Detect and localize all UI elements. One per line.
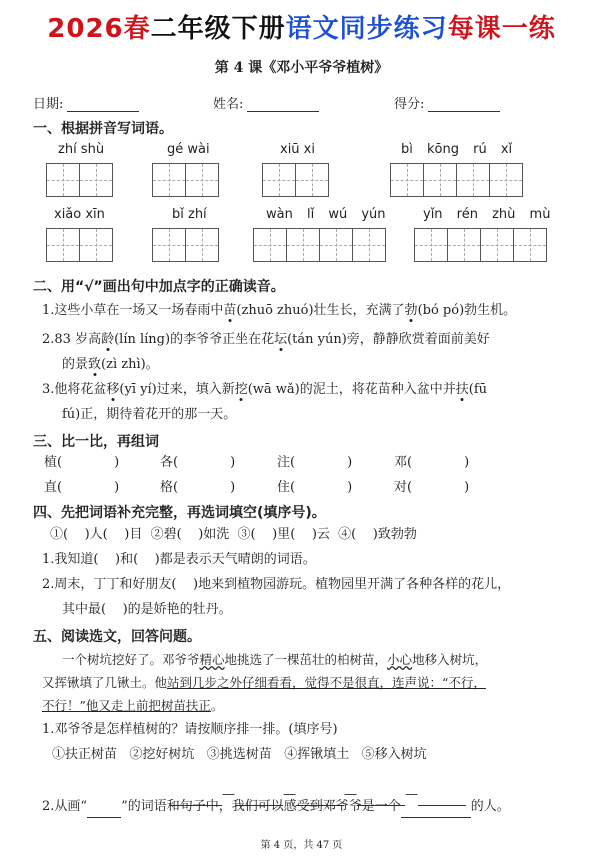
s4-question-2[interactable]: 2.周末，丁丁和好朋友( )地来到植物园游玩。植物园里开满了各种各样的花儿，	[42, 577, 511, 592]
character-blank[interactable]	[401, 805, 471, 818]
pinyin-4: bì kōng rú xǐ	[401, 142, 513, 157]
date-label: 日期:	[33, 97, 64, 112]
page-footer: 第 4 页，共 47 页	[260, 840, 343, 851]
score-blank[interactable]	[428, 97, 500, 112]
section-5-title: 五、阅读选文，回答问题。	[33, 629, 201, 645]
section-3-title: 三、比一比，再组词	[33, 434, 159, 450]
s2-question-2-cont: 的景致(zì zhì)。	[62, 357, 159, 372]
score-field	[394, 93, 500, 112]
s2-question-2: 2.83 岁高龄(lín líng)的李爷爷正坐在花坛(tán yún)旁，静静欣赏着面前美好	[42, 332, 490, 347]
s2-question-3: 3.他将花盆移(yī yí)过来，填入新挖(wā wǎ)的泥土，将花苗种入盆中并扶(fū	[42, 382, 488, 397]
s2-question-3-cont: fú)正，期待着花开的那一天。	[62, 407, 237, 422]
pinyin-6: bǐ zhí	[172, 207, 207, 222]
lesson-subtitle: 第 4 课《邓小平爷爷植树》	[214, 60, 389, 76]
s4-question-1[interactable]: 1.我知道( )和( )都是表示天气晴朗的词语。	[42, 552, 316, 567]
pinyin-7: wàn lǐ wú yún	[266, 207, 386, 222]
pinyin-5: xiǎo xīn	[54, 207, 105, 222]
passage-line-3: 不行！”他又走上前把树苗扶正。	[42, 698, 224, 713]
dotted-char: 扶	[455, 382, 469, 397]
date-field	[33, 93, 139, 112]
answer-box-3[interactable]	[262, 163, 329, 197]
passage-line-2: 又挥锹填了几锹土。他站到几步之外仔细看看，觉得不是很直，连声说：“不行，	[42, 675, 486, 690]
answer-box-1[interactable]	[46, 163, 113, 197]
pinyin-8: yǐn rén zhù mù	[423, 207, 551, 222]
dotted-char: 移	[106, 382, 120, 397]
underline-marker	[87, 805, 121, 818]
answer-box-6[interactable]	[152, 228, 219, 262]
answer-box-8[interactable]	[414, 228, 547, 262]
dotted-char: 龄	[101, 332, 115, 347]
pinyin-2: gé wài	[167, 142, 210, 157]
title-part-2: 二年级下册	[150, 14, 286, 44]
date-blank[interactable]	[67, 97, 139, 112]
pinyin-1: zhí shù	[58, 142, 105, 157]
compare-8[interactable]: 对( )	[394, 480, 470, 495]
compare-7[interactable]: 住( )	[277, 480, 353, 495]
dotted-char: 挖	[234, 382, 248, 397]
title-part-1: 2026春	[47, 14, 151, 44]
compare-5[interactable]: 直( )	[44, 480, 120, 495]
s5-options: ①扶正树苗 ②挖好树坑 ③挑选树苗 ④挥锹填土 ⑤移入树坑	[52, 747, 427, 762]
dotted-char: 坛	[274, 332, 288, 347]
answer-box-7[interactable]	[253, 228, 386, 262]
score-label: 得分:	[394, 97, 425, 112]
passage-line-1: 一个树坑挖好了。邓爷爷精心地挑选了一棵茁壮的柏树苗，小心地移入树坑，	[62, 652, 488, 667]
answer-box-2[interactable]	[152, 163, 219, 197]
s4-question-2-cont[interactable]: 其中最( )的是娇艳的牡丹。	[62, 602, 232, 617]
compare-2[interactable]: 各( )	[160, 455, 236, 470]
section-2-title: 二、用“√”画出句中加点字的正确读音。	[33, 279, 285, 295]
order-answer-blanks[interactable]: — — — —	[170, 783, 466, 806]
answer-box-4[interactable]	[390, 163, 523, 197]
dotted-char: 苗	[223, 303, 237, 318]
pinyin-3: xiū xi	[280, 142, 315, 157]
name-blank[interactable]	[247, 97, 319, 112]
title-part-3: 语文同步练习	[285, 14, 448, 44]
title-part-4: 每课一练	[447, 14, 556, 44]
compare-3[interactable]: 注( )	[277, 455, 353, 470]
dotted-char: 致	[88, 357, 102, 372]
compare-4[interactable]: 邓( )	[394, 455, 470, 470]
answer-box-5[interactable]	[46, 228, 113, 262]
s4-word-list[interactable]: ①( )人( )目 ②碧( )如洗 ③( )里( )云 ④( )致勃勃	[50, 527, 417, 542]
compare-6[interactable]: 格( )	[160, 480, 236, 495]
name-label: 姓名:	[213, 97, 244, 112]
section-1-title: 一、根据拼音写词语。	[33, 121, 173, 137]
compare-1[interactable]: 植( )	[44, 455, 120, 470]
s5-question-2: 2.从画“ ”的词语和句子中，我们可以感受到邓爷爷是一个 的人。	[42, 796, 510, 818]
s5-question-1: 1.邓爷爷是怎样植树的？请按顺序排一排。(填序号)	[42, 722, 338, 737]
s2-question-1: 1.这些小草在一场又一场春雨中苗(zhuō zhuó)壮生长，充满了勃(bó pó)勃生机。	[42, 303, 517, 318]
name-field	[213, 93, 319, 112]
dotted-char: 勃	[404, 303, 418, 318]
section-4-title: 四、先把词语补充完整，再选词填空(填序号)。	[33, 505, 326, 521]
page-title	[0, 8, 603, 45]
